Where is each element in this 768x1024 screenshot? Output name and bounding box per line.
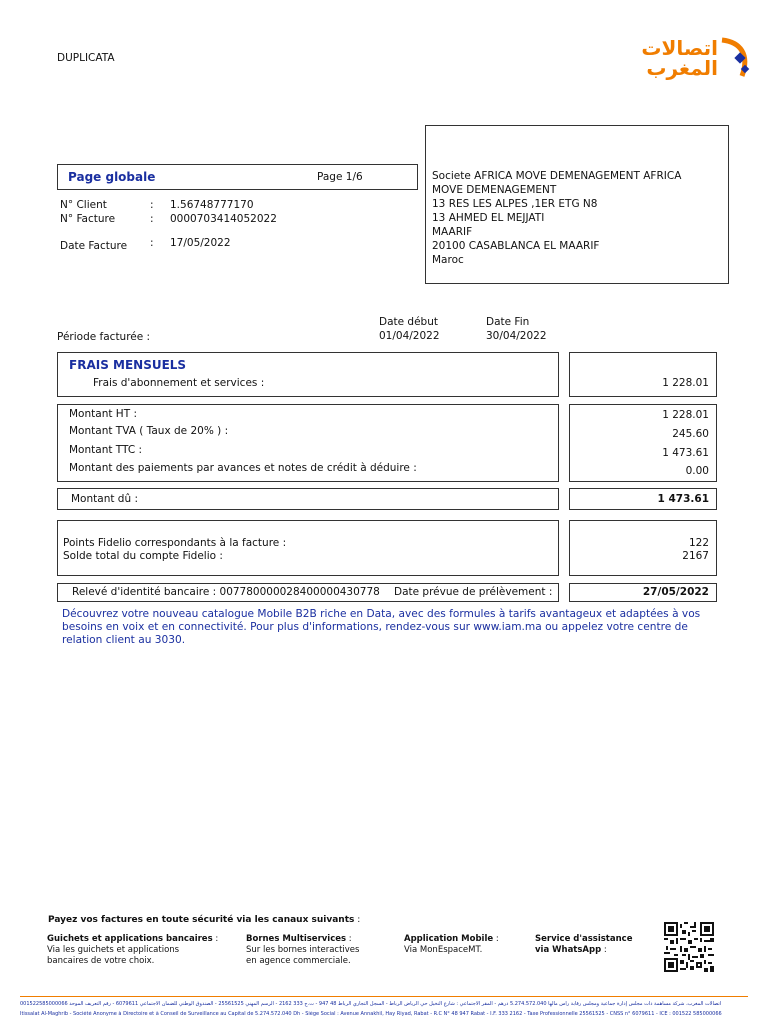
fidelio-points-label: Points Fidelio correspondants à la facture : [63,537,287,549]
footer-legal-french: Itissalat Al-Maghrib - Société Anonyme à Directoire et à Conseil de Surveillance au Capital de 5.274.572.040 Dh - Siège Social : Avenue Annakhil, Hay Riyad, Rabat - R.C N° 48 947 Rabat - I.F. 333 2162 - Taxe Professionnelle 25561525 - CNSS n° 6079611 - ICE : 001522 585000066 [20,1011,722,1017]
channel-desc: bancaires de votre choix. [47,956,155,966]
page-globale-box [57,164,418,190]
date-debut-label: Date début [379,316,438,328]
prelevement-value: 27/05/2022 [642,586,709,598]
frais-item-label: Frais d'abonnement et services : [93,377,265,389]
channel-colon: : [601,945,607,955]
channel-title: Application Mobile [404,934,494,944]
channel-desc: via WhatsApp [535,945,602,955]
paiements-value: 0.00 [685,465,709,477]
footer-legal-arabic: اتصالات المغرب، شركة مساهمة ذات مجلس إدارة جماعية ومجلس رقابة رأس مالها 5.274.572.040 درهم - المقر الاجتماعي : شارع النخيل حي الرياض الرباط - السجل التجاري الرباط 48 947 - ت.ج 333 2162 - الرسم المهني 25561525 - الصندوق الوطني للضمان الاجتماعي 6079611 - رقم التعريف الموحد 001522585000066 [20,1001,722,1007]
date-debut-value: 01/04/2022 [379,330,440,342]
montant-du-label: Montant dû : [71,493,138,505]
logo-text-line1: اتصالات [641,36,718,60]
channel-colon: : [346,934,352,944]
channel-guichets [47,934,218,967]
channel-title: Service d'assistance [535,934,633,944]
address-box [425,125,729,284]
channel-colon: : [493,934,499,944]
ht-value: 1 228.01 [662,409,709,421]
channel-desc: Via les guichets et applications [47,945,180,955]
channels-intro-bold: Payez vos factures en toute sécurité via les canaux suivants [48,915,355,925]
channel-desc: Via MonEspaceMT. [404,945,483,955]
address-line: MOVE DEMENAGEMENT [432,184,557,196]
fidelio-points-value: 122 [688,537,709,549]
page-number: Page 1/6 [317,171,363,183]
ht-label: Montant HT : [69,408,137,420]
qr-code-icon [664,922,714,972]
facture-value: 0000703414052022 [170,213,277,225]
date-facture-sep: : [150,237,154,249]
logo-swoosh-icon [720,36,752,82]
channel-app-mobile [404,934,499,956]
prelevement-label: Date prévue de prélèvement : [394,586,553,598]
channels-intro [48,915,360,925]
frais-title: FRAIS MENSUELS [69,358,187,372]
channel-colon: : [212,934,219,944]
totals-box [57,404,559,482]
date-facture-value: 17/05/2022 [170,237,231,249]
rib-box [57,583,559,602]
fidelio-box [57,520,559,576]
fidelio-value-box [569,520,717,576]
channel-whatsapp [535,934,632,956]
address-line: 13 AHMED EL MEJJATI [432,212,545,224]
frais-value-box [569,352,717,397]
periode-label: Période facturée : [57,331,151,343]
facture-label: N° Facture [60,213,116,225]
channel-desc: Sur les bornes interactives [246,945,360,955]
frais-mensuels-box [57,352,559,397]
prelevement-value-box [569,583,717,602]
client-label: N° Client [60,199,107,211]
montant-du-value: 1 473.61 [657,493,709,505]
address-line: MAARIF [432,226,473,238]
client-sep: : [150,199,154,211]
tva-label: Montant TVA ( Taux de 20% ) : [69,425,229,437]
totals-value-box [569,404,717,482]
address-line: Societe AFRICA MOVE DEMENAGEMENT AFRICA [432,170,682,182]
iam-logo [622,30,752,85]
channels-intro-colon: : [354,915,361,925]
channel-title: Bornes Multiservices [246,934,347,944]
facture-sep: : [150,213,154,225]
date-fin-label: Date Fin [486,316,530,328]
fidelio-solde-label: Solde total du compte Fidelio : [63,550,223,562]
channel-desc: en agence commerciale. [246,956,351,966]
date-fin-value: 30/04/2022 [486,330,547,342]
promo-line: Découvrez votre nouveau catalogue Mobile B2B riche en Data, avec des formules à tarifs avantageux et adaptées à vos [62,608,701,620]
address-line: 13 RES LES ALPES ,1ER ETG N8 [432,198,598,210]
ttc-label: Montant TTC : [69,444,143,456]
montant-du-value-box [569,488,717,510]
duplicata-label: DUPLICATA [57,52,115,64]
address-line: Maroc [432,254,464,266]
channel-bornes [246,934,359,967]
footer-divider [20,996,748,997]
montant-du-box [57,488,559,510]
ttc-value: 1 473.61 [662,447,709,459]
rib-label: Relevé d'identité bancaire : 007780000028400000430778 [72,586,380,598]
logo-text-line2: المغرب [646,56,718,80]
tva-value: 245.60 [672,428,709,440]
promo-line: relation client au 3030. [62,634,186,646]
client-value: 1.56748777170 [170,199,254,211]
channel-title: Guichets et applications bancaires [47,934,213,944]
fidelio-solde-value: 2167 [682,550,709,562]
frais-item-value: 1 228.01 [662,377,709,389]
address-line: 20100 CASABLANCA EL MAARIF [432,240,600,252]
date-facture-label: Date Facture [60,240,128,252]
promo-line: besoins en voix et en connectivité. Pour plus d'informations, rendez-vous sur www.iam.ma ou appelez votre centre de [62,621,688,633]
page-title: Page globale [68,170,156,184]
paiements-label: Montant des paiements par avances et notes de crédit à déduire : [69,462,417,474]
